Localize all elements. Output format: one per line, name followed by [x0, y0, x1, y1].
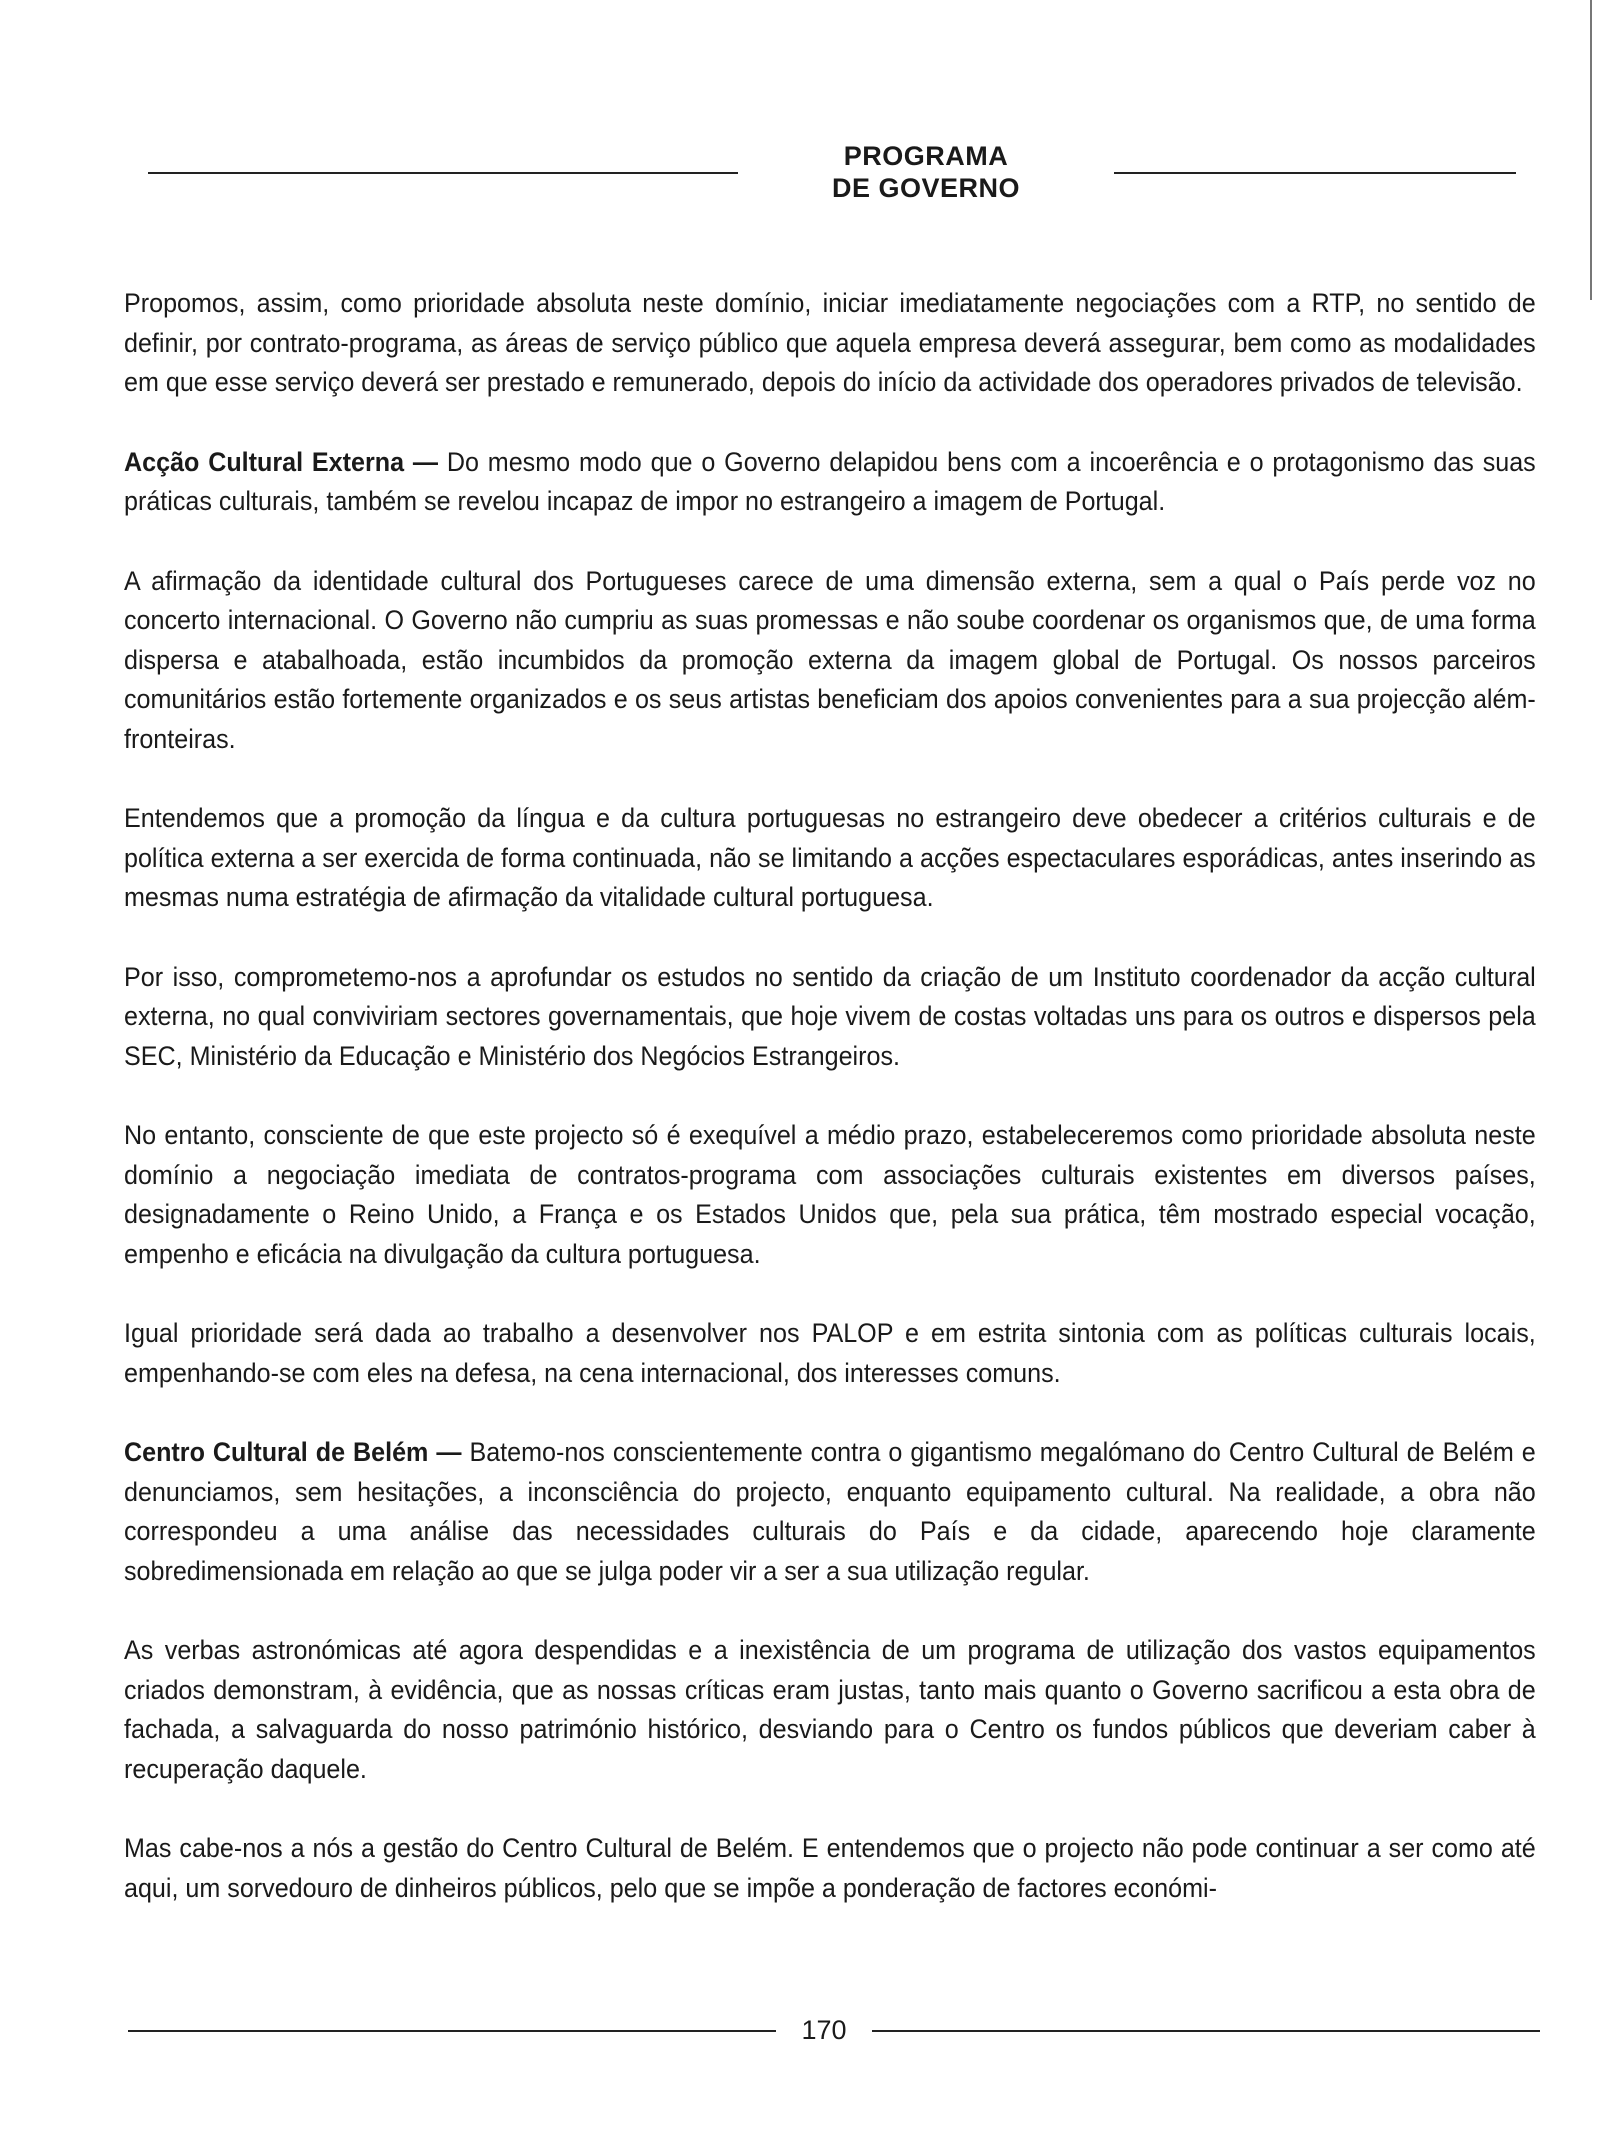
paragraph-text: Igual prioridade será dada ao trabalho a desenvolver nos PALOP e em estrita sintonia com as políticas culturais locais, empenhando-se com eles na defesa, na cena internacional, dos interesses comuns. — [124, 1318, 1536, 1388]
paragraph-2 — [124, 443, 1536, 522]
body-text — [124, 284, 1536, 1948]
footer-rule-right — [872, 2030, 1540, 2032]
paragraph-8 — [124, 1433, 1536, 1591]
header-title-line2: DE GOVERNO — [831, 173, 1021, 203]
paragraph-4 — [124, 799, 1536, 918]
page-number: 170 — [801, 2015, 847, 2045]
paragraph-10 — [124, 1829, 1536, 1908]
paragraph-6 — [124, 1116, 1536, 1274]
header-rule-left — [148, 172, 738, 174]
paragraph-text: Mas cabe-nos a nós a gestão do Centro Cultural de Belém. E entendemos que o projecto não pode continuar a ser como até aqui, um sorvedouro de dinheiros públicos, pelo que se impõe a ponderação de factores económi- — [124, 1833, 1536, 1903]
header-rule-right — [1114, 172, 1516, 174]
paragraph-5 — [124, 958, 1536, 1077]
header-title-line1: PROGRAMA — [843, 141, 1009, 171]
section-heading-accao-cultural-externa: Acção Cultural Externa — — [124, 446, 439, 477]
paragraph-text: No entanto, consciente de que este projecto só é exequível a médio prazo, estabeleceremos como prioridade absoluta neste domínio a negociação imediata de contratos-programa com associações culturais existentes em diversos países, designadamente o Reino Unido, a França e os Estados Unidos que, pela sua prática, têm mostrado especial vocação, empenho e eficácia na divulgação da cultura portuguesa. — [124, 1120, 1536, 1269]
paragraph-7 — [124, 1314, 1536, 1393]
paragraph-text: Entendemos que a promoção da língua e da cultura portuguesas no estrangeiro deve obedecer a critérios culturais e de política externa a ser exercida de forma continuada, não se limitando a acções espectaculares esporádicas, antes inserindo as mesmas numa estratégia de afirmação da vitalidade cultural portuguesa. — [124, 803, 1536, 912]
paragraph-1 — [124, 284, 1536, 403]
paragraph-9 — [124, 1631, 1536, 1789]
paragraph-text: As verbas astronómicas até agora despendidas e a inexistência de um programa de utilização dos vastos equipamentos criados demonstram, à evidência, que as nossas críticas eram justas, tanto mais quanto o Governo sacrificou a esta obra de fachada, a salvaguarda do nosso património histórico, desviando para o Centro os fundos públicos que deveriam caber à recuperação daquele. — [124, 1635, 1536, 1784]
paragraph-text: Por isso, comprometemo-nos a aprofundar os estudos no sentido da criação de um Instituto coordenador da acção cultural externa, no qual conviviriam sectores governamentais, que hoje vivem de costas voltadas uns para os outros e dispersos pela SEC, Ministério da Educação e Ministério dos Negócios Estrangeiros. — [124, 961, 1536, 1071]
scan-edge-mark — [1590, 0, 1592, 300]
paragraph-text: A afirmação da identidade cultural dos Portugueses carece de uma dimensão externa, sem a qual o País perde voz no concerto internacional. O Governo não cumpriu as suas promessas e não soube coordenar os organismos que, de uma forma dispersa e atabalhoada, estão incumbidos da promoção externa da imagem global de Portugal. Os nossos parceiros comunitários estão fortemente organizados e os seus artistas beneficiam dos apoios convenientes para a sua projecção além-fronteiras. — [124, 565, 1536, 754]
page-header — [148, 140, 1516, 210]
paragraph-text: Propomos, assim, como prioridade absoluta neste domínio, iniciar imediatamente negociações com a RTP, no sentido de definir, por contrato-programa, as áreas de serviço público que aquela empresa deverá assegurar, bem como as modalidades em que esse serviço deverá ser prestado e remunerado, depois do início da actividade dos operadores privados de televisão. — [124, 288, 1536, 397]
paragraph-3 — [124, 562, 1536, 760]
paragraph-text: Do mesmo modo que o Governo delapidou bens com a incoerência e o protagonismo das suas práticas culturais, também se revelou incapaz de impor no estrangeiro a imagem de Portugal. — [124, 446, 1536, 516]
footer-rule-left — [128, 2030, 776, 2032]
paragraph-text: Batemo-nos conscientemente contra o gigantismo megalómano do Centro Cultural de Belém e denunciamos, sem hesitações, a inconsciência do projecto, enquanto equipamento cultural. Na realidade, a obra não correspondeu a uma análise das necessidades culturais do País e da cidade, aparecendo hoje claramente sobredimensionada em relação ao que se julga poder vir a ser a sua utilização regular. — [124, 1437, 1536, 1586]
section-heading-centro-cultural-belem: Centro Cultural de Belém — — [124, 1437, 462, 1467]
header-title — [738, 140, 1114, 204]
page-footer — [128, 2010, 1540, 2050]
